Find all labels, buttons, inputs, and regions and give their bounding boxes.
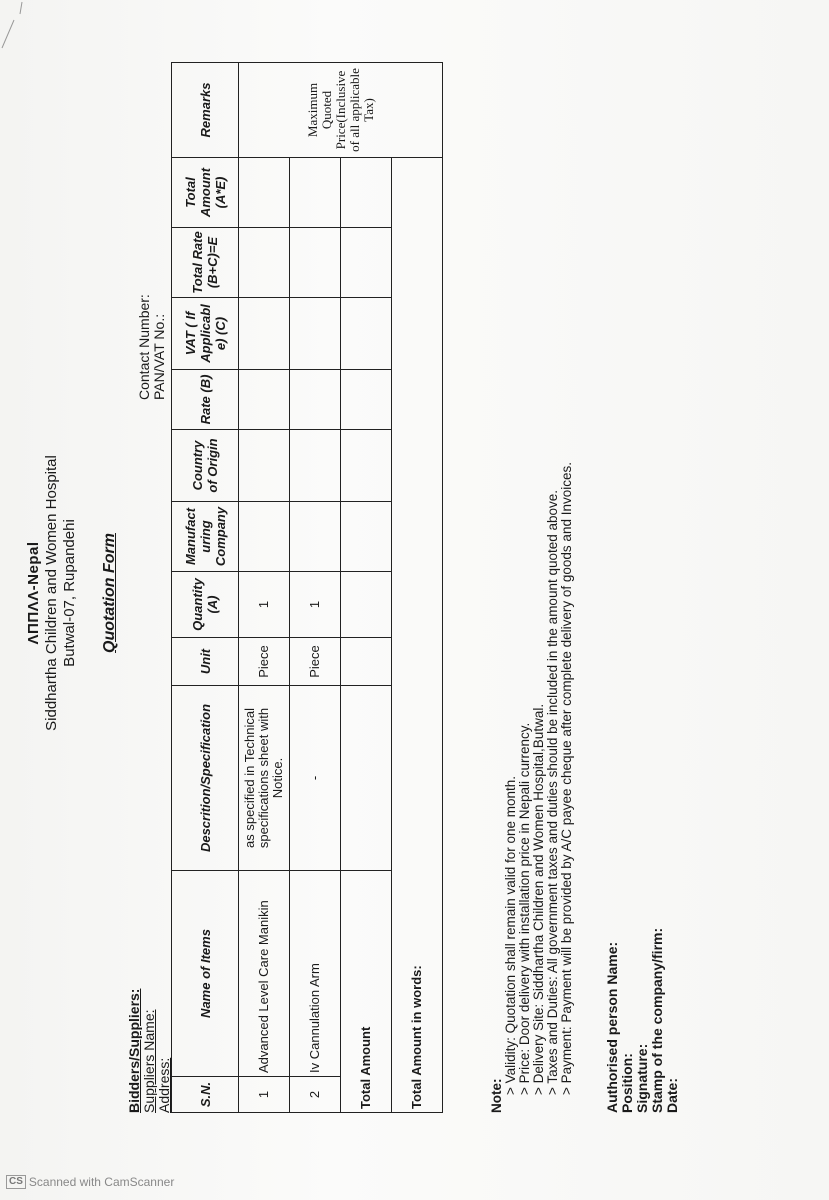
stamp-label: Stamp of the company/firm:: [649, 927, 665, 1113]
note-validity: > Validity: Quotation shall remain valid for one month.: [503, 775, 518, 1095]
remarks-cell: Maximum Quoted Price(Inclusive of all applicable Tax): [239, 63, 443, 158]
header-total-rate: Total Rate (B+C)=E: [172, 228, 239, 298]
row-quantity: 1: [239, 572, 290, 638]
total-amount-label: Total Amount: [341, 871, 392, 1113]
empty-cell: [341, 228, 392, 298]
row-quantity: 1: [290, 572, 341, 638]
hospital-name: Siddhartha Children and Women Hospital: [43, 455, 60, 731]
header-name-of-items: Name of Items: [172, 871, 239, 1077]
table-row: [290, 63, 341, 1113]
header-remarks: Remarks: [172, 63, 239, 158]
row-total-amount: [290, 158, 341, 228]
supplier-name-label: Suppliers Name:: [141, 1009, 157, 1113]
row-unit: Piece: [239, 638, 290, 686]
row-country: [239, 430, 290, 502]
form-title: Quotation Form: [101, 533, 118, 653]
hospital-address: Butwal-07, Rupandehi: [61, 519, 78, 667]
bidders-label: Bidders/Suppliers:: [126, 988, 142, 1113]
position-label: Position:: [619, 1053, 635, 1113]
empty-cell: [341, 638, 392, 686]
row-total-rate: [239, 228, 290, 298]
row-specification: as specified in Technical specifications sheet with Notice.: [239, 686, 290, 871]
table-row: [239, 63, 290, 1113]
row-sn: 1: [239, 1077, 290, 1113]
scanner-text: Scanned with CamScanner: [28, 1175, 175, 1189]
date-label: Date:: [664, 1077, 680, 1113]
authorised-person-label: Authorised person Name:: [604, 941, 620, 1113]
notes-title: Note:: [489, 1078, 504, 1113]
table-header-row: [172, 63, 239, 1113]
pan-vat-label: PAN/VAT No.:: [151, 313, 167, 400]
header-unit: Unit: [172, 638, 239, 686]
camscanner-logo: CS: [6, 1175, 26, 1189]
empty-cell: [341, 430, 392, 502]
row-vat: [239, 298, 290, 370]
empty-cell: [341, 502, 392, 572]
header-country-of-origin: Country of Origin: [172, 430, 239, 502]
quotation-sheet: [25, 33, 795, 1153]
scanner-watermark: [6, 1175, 174, 1189]
row-item-name: Advanced Level Care Manikin: [239, 871, 290, 1077]
row-total-amount: [239, 158, 290, 228]
row-rate: [290, 370, 341, 430]
row-unit: Piece: [290, 638, 341, 686]
note-taxes: > Taxes and Duties: All government taxes and duties should be included in the amount quoted above.: [545, 489, 560, 1095]
empty-cell: [341, 572, 392, 638]
row-specification: -: [290, 686, 341, 871]
empty-cell: [341, 298, 392, 370]
total-words-label: Total Amount in words:: [392, 158, 443, 1113]
row-sn: 2: [290, 1077, 341, 1113]
organization-name: ΛΠΠΛΛ-Nepal: [25, 541, 42, 645]
note-price: > Price: Door delivery with installation price in Nepali currency.: [517, 722, 532, 1095]
header-sn: S.N.: [172, 1077, 239, 1113]
contact-number-label: Contact Number:: [136, 294, 152, 400]
row-rate: [239, 370, 290, 430]
quotation-table: [171, 62, 443, 1113]
authorization-section: [605, 928, 680, 1113]
header-quantity: Quantity (A): [172, 572, 239, 638]
header-rate: Rate (B): [172, 370, 239, 430]
header-total-amount: Total Amount (A*E): [172, 158, 239, 228]
signature-label: Signature:: [634, 1043, 650, 1113]
row-total-rate: [290, 228, 341, 298]
note-delivery-site: > Delivery Site: Siddhartha Children and Women Hospital,Butwal.: [531, 703, 546, 1095]
note-payment: > Payment: Payment will be provided by A/C payee cheque after complete delivery of goods and Invoices.: [559, 462, 574, 1095]
supplier-address-label: Address:: [156, 1057, 172, 1113]
notes-section: [490, 462, 574, 1113]
row-vat: [290, 298, 341, 370]
row-manufacturer: [239, 502, 290, 572]
header-vat: VAT ( If Applicabl e) (C): [172, 298, 239, 370]
row-country: [290, 430, 341, 502]
empty-cell: [341, 686, 392, 871]
row-item-name: Iv Cannulation Arm: [290, 871, 341, 1077]
header-description: Descrition/Specification: [172, 686, 239, 871]
empty-cell: [341, 158, 392, 228]
total-amount-row: [341, 63, 392, 1113]
header-manufacturing-company: Manufact uring Company: [172, 502, 239, 572]
total-words-row: [392, 63, 443, 1113]
row-manufacturer: [290, 502, 341, 572]
empty-cell: [341, 370, 392, 430]
